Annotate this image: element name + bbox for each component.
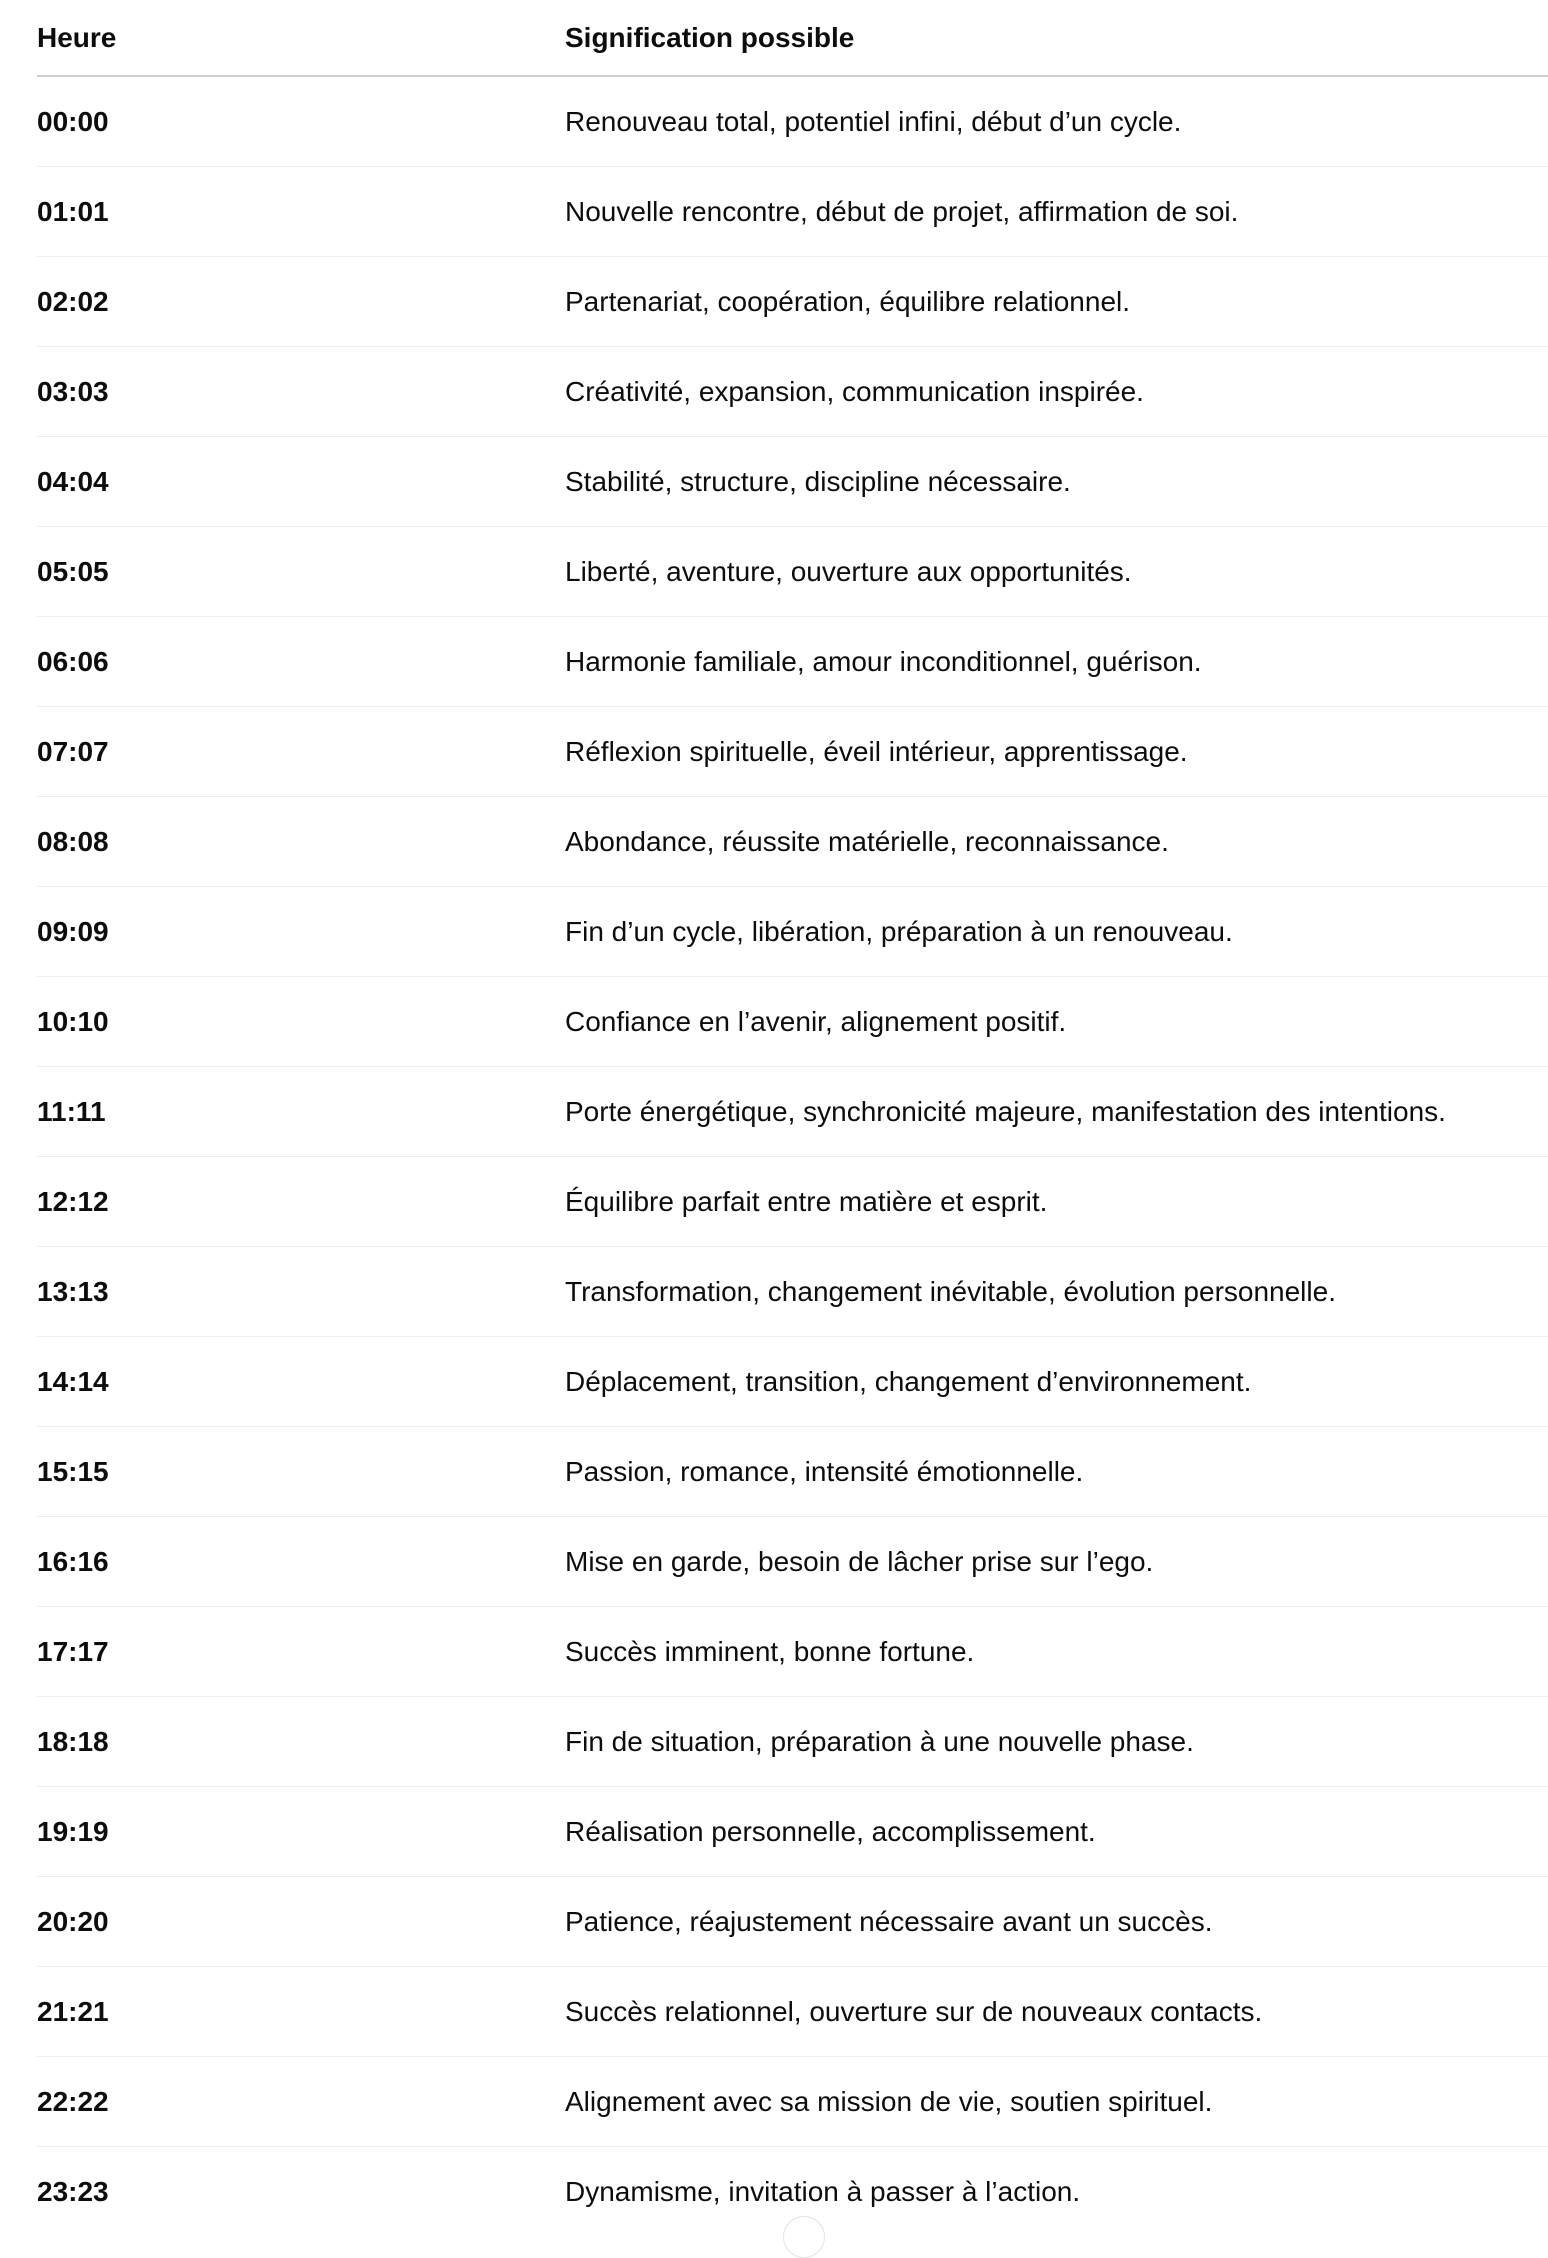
meaning-cell: Succès imminent, bonne fortune. (565, 1607, 1548, 1697)
table-row (37, 1067, 1548, 1157)
meaning-cell: Fin de situation, préparation à une nouvelle phase. (565, 1697, 1548, 1787)
table-row (37, 527, 1548, 617)
meaning-cell: Réalisation personnelle, accomplissement. (565, 1787, 1548, 1877)
meaning-cell: Liberté, aventure, ouverture aux opportunités. (565, 527, 1548, 617)
hours-table-container (37, 0, 1548, 2236)
meaning-cell: Confiance en l’avenir, alignement positif. (565, 977, 1548, 1067)
hour-cell: 13:13 (37, 1247, 565, 1337)
table-row (37, 76, 1548, 167)
table-row (37, 977, 1548, 1067)
hour-cell: 23:23 (37, 2175, 109, 2207)
table-header (37, 0, 1548, 76)
hour-cell: 17:17 (37, 1607, 565, 1697)
table-row (37, 347, 1548, 437)
hour-cell: 21:21 (37, 1967, 565, 2057)
meaning-cell: Alignement avec sa mission de vie, soutien spirituel. (565, 2057, 1548, 2147)
table-row (37, 707, 1548, 797)
table-row (37, 617, 1548, 707)
meaning-cell: Patience, réajustement nécessaire avant un succès. (565, 1877, 1548, 1967)
column-header-hour: Heure (37, 0, 565, 76)
hours-meaning-table (37, 0, 1548, 2236)
meaning-cell: Passion, romance, intensité émotionnelle. (565, 1427, 1548, 1517)
meaning-cell: Nouvelle rencontre, début de projet, affirmation de soi. (565, 167, 1548, 257)
meaning-cell: Fin d’un cycle, libération, préparation à un renouveau. (565, 887, 1548, 977)
hour-cell: 15:15 (37, 1427, 565, 1517)
table-row (37, 2057, 1548, 2147)
meaning-cell: Mise en garde, besoin de lâcher prise sur l’ego. (565, 1517, 1548, 1607)
hour-cell: 03:03 (37, 347, 565, 437)
scroll-down-button[interactable] (783, 2216, 825, 2258)
table-row (37, 1967, 1548, 2057)
hour-cell: 11:11 (37, 1067, 565, 1157)
table-row (37, 257, 1548, 347)
meaning-cell: Équilibre parfait entre matière et esprit. (565, 1157, 1548, 1247)
meaning-cell: Stabilité, structure, discipline nécessaire. (565, 437, 1548, 527)
meaning-cell: Dynamisme, invitation à passer à l’action. (565, 2175, 1081, 2207)
hour-cell: 06:06 (37, 617, 565, 707)
table-row (37, 167, 1548, 257)
hour-cell: 01:01 (37, 167, 565, 257)
meaning-cell: Partenariat, coopération, équilibre relationnel. (565, 257, 1548, 347)
table-row (37, 797, 1548, 887)
hour-cell: 14:14 (37, 1337, 565, 1427)
table-body (37, 76, 1548, 2236)
table-row (37, 437, 1548, 527)
table-row (37, 1517, 1548, 1607)
meaning-cell: Abondance, réussite matérielle, reconnaissance. (565, 797, 1548, 887)
hour-cell: 08:08 (37, 797, 565, 887)
hour-cell: 05:05 (37, 527, 565, 617)
hour-cell: 22:22 (37, 2057, 565, 2147)
table-row (37, 1427, 1548, 1517)
meaning-cell: Créativité, expansion, communication inspirée. (565, 347, 1548, 437)
meaning-cell: Harmonie familiale, amour inconditionnel, guérison. (565, 617, 1548, 707)
table-header-row (37, 0, 1548, 76)
table-row (37, 1787, 1548, 1877)
meaning-cell: Déplacement, transition, changement d’environnement. (565, 1337, 1548, 1427)
hour-cell: 19:19 (37, 1787, 565, 1877)
meaning-cell: Porte énergétique, synchronicité majeure, manifestation des intentions. (565, 1067, 1548, 1157)
hour-cell: 18:18 (37, 1697, 565, 1787)
table-row (37, 1337, 1548, 1427)
hour-cell: 10:10 (37, 977, 565, 1067)
hour-cell: 20:20 (37, 1877, 565, 1967)
table-row (37, 887, 1548, 977)
hour-cell: 16:16 (37, 1517, 565, 1607)
hour-cell: 12:12 (37, 1157, 565, 1247)
hour-cell: 04:04 (37, 437, 565, 527)
table-row (37, 1877, 1548, 1967)
column-header-meaning: Signification possible (565, 0, 1548, 76)
meaning-cell: Renouveau total, potentiel infini, début d’un cycle. (565, 76, 1548, 167)
meaning-cell: Réflexion spirituelle, éveil intérieur, apprentissage. (565, 707, 1548, 797)
table-row (37, 1157, 1548, 1247)
hour-cell: 09:09 (37, 887, 565, 977)
table-row (37, 1247, 1548, 1337)
hour-cell: 02:02 (37, 257, 565, 347)
hour-cell: 07:07 (37, 707, 565, 797)
table-row (37, 1697, 1548, 1787)
meaning-cell: Succès relationnel, ouverture sur de nouveaux contacts. (565, 1967, 1548, 2057)
meaning-cell: Transformation, changement inévitable, évolution personnelle. (565, 1247, 1548, 1337)
hour-cell: 00:00 (37, 76, 565, 167)
table-row (37, 1607, 1548, 1697)
